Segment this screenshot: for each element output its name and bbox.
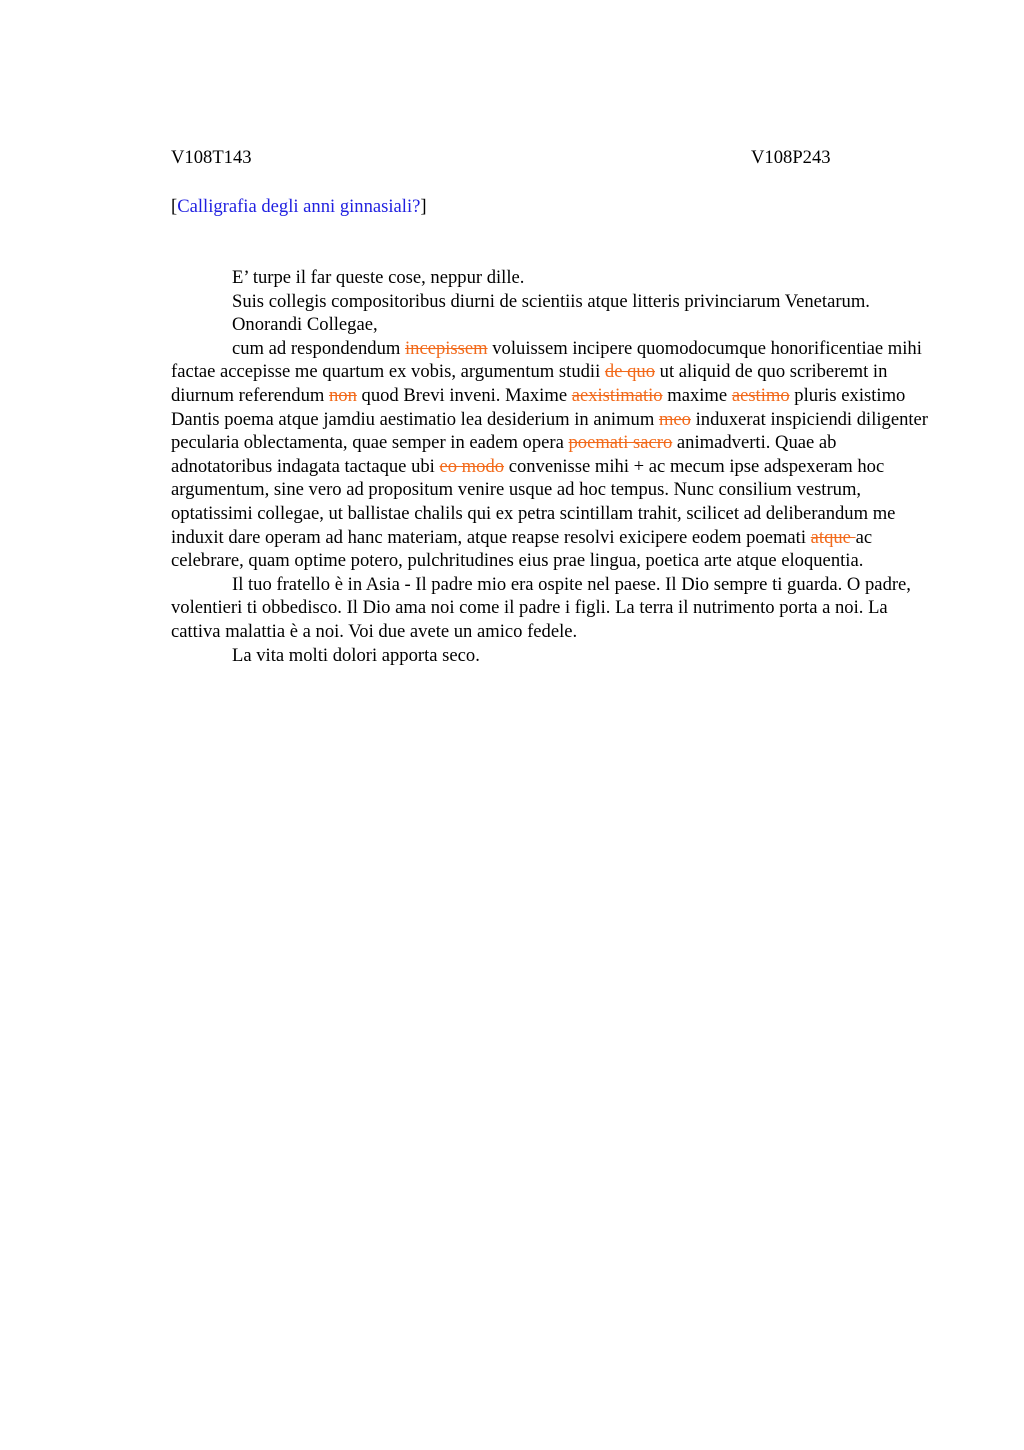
paragraph [171,644,931,668]
deleted-text: atque [810,526,856,548]
document-page [171,146,931,667]
paragraph [171,573,931,644]
text-segment: induxerat inspiciendi diligenter pecularia oblectamenta, quae semper in eadem opera [171,408,928,454]
deleted-text: non [329,384,357,406]
text-segment: Suis collegis compositoribus diurni de scientiis atque litteris privinciarum Venetarum. [232,290,870,312]
text-segment: quod Brevi inveni. Maxime [356,384,572,406]
paragraph [171,313,931,337]
text-segment: maxime [662,384,732,406]
text-segment: Onorandi Collegae, [232,314,378,336]
text-segment: ut aliquid de quo scriberemt in diurnum referendum [171,361,888,406]
transcription-body [171,266,931,667]
paragraph [171,266,931,290]
paragraph [171,337,931,573]
text-segment: voluissem incipere quomodocumque honorificentiae mihi factae accepisse me quartum ex vobis, argumentum studii [171,337,922,383]
deleted-text: poemati sacro [568,432,673,454]
editor-note [171,195,931,219]
deleted-text: incepissem [404,337,488,359]
document-code-left: V108T143 [171,147,252,168]
deleted-text: de quo [604,361,655,383]
text-segment: animadverti. Quae ab adnotatoribus indagata tactaque ubi [171,432,837,477]
page-header [171,146,931,170]
text-segment: cum ad respondendum [232,337,405,359]
document-code-right: V108P243 [751,147,831,168]
deleted-text: aexistimatio [571,384,663,406]
text-segment: E’ turpe il far queste cose, neppur dille. [232,267,525,288]
text-segment: Il tuo fratello è in Asia - Il padre mio era ospite nel paese. Il Dio sempre ti guarda. O padre, volentieri ti obbedisco. Il Dio ama noi come il padre i figli. La terra il nutrimento porta a noi. La cattiva malattia è a noi. Voi due avete un amico fedele. [171,573,911,642]
paragraph [171,290,931,314]
text-segment: La vita molti dolori apporta seco. [232,644,480,666]
note-text: Calligrafia degli anni ginnasiali? [177,196,421,217]
note-close-bracket: ] [420,196,427,217]
deleted-text: meo [658,408,691,430]
deleted-text: eo modo [439,455,505,477]
text-segment: ac celebrare, quam optime potero, pulchritudines eius prae lingua, poetica arte atque eloquentia. [171,526,873,572]
deleted-text: aestimo [731,384,790,406]
note-open-bracket: [ [171,196,178,217]
text-segment: convenisse mihi + ac mecum ipse adspexeram hoc argumentum, sine vero ad propositum venire usque ad hoc tempus. Nunc consilium vestrum, optatissimi collegae, ut ballistae chalils qui ex petra scintillam trahit, scilicet ad deliberandum me induxit dare operam ad hanc materiam, atque reapse resolvi exicipere eodem poemati [171,455,896,548]
text-segment: pluris existimo Dantis poema atque jamdiu aestimatio lea desiderium in animum [171,384,906,430]
